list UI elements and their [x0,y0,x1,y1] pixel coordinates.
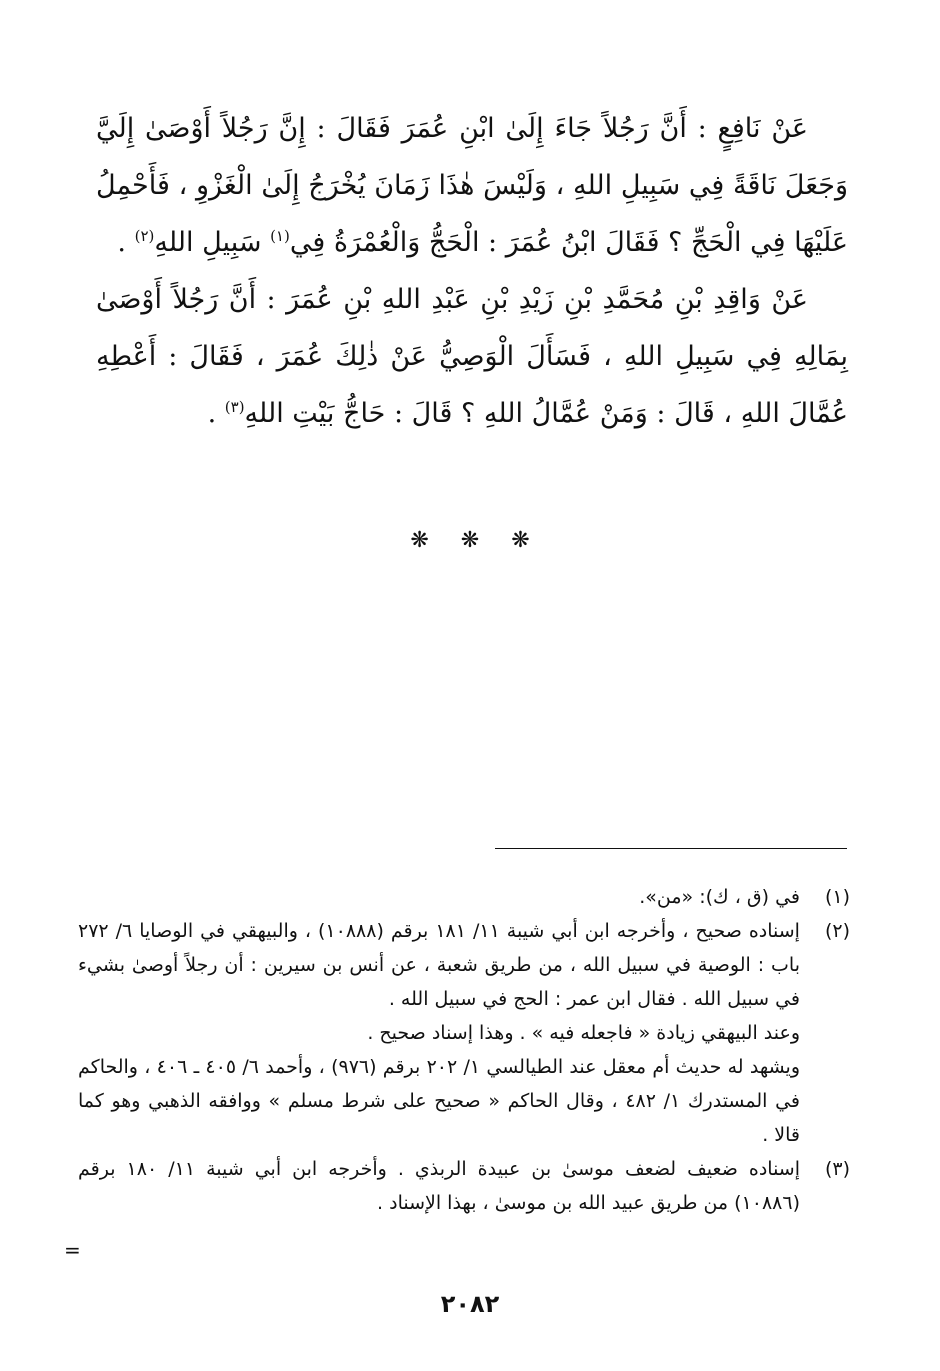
footnote-line: في (ق ، ك): «من». [639,886,800,908]
footnote-line: ويشهد له حديث أم معقل عند الطيالسي ١/ ٢٠٢ برقم (٩٧٦) ، وأحمد ٦/ ٤٠٥ ـ ٤٠٦ ، والحاكم في المستدرك ١/ ٤٨٢ ، وقال الحاكم « صحيح على شرط مسلم » ووافقه الذهبي وهو كما قالا . [78,1056,800,1146]
footnote-1 [78,880,850,914]
separator-star-icon: ❋ [460,528,480,553]
footnote-ref-2[interactable]: (٢) [134,227,155,245]
footnote-line: إسناده صحيح ، وأخرجه ابن أبي شيبة ١١/ ١٨١ برقم (١٠٨٨٨) ، والبيهقي في الوصايا ٦/ ٢٧٢ باب : الوصية في سبيل الله ، من طريق شعبة ، عن أنس بن سيرين : أن رجلاً أوصىٰ بشيء في سبيل الله . فقال ابن عمر : الحج في سبيل الله . [78,920,800,1010]
page-number: ٢٠٨٢ [440,1290,500,1318]
hadith-text-1-part-a: عَنْ نَافِعٍ : أَنَّ رَجُلاً جَاءَ إِلَىٰ ابْنِ عُمَرَ فَقَالَ : إِنَّ رَجُلاً أَوْصَىٰ إِلَيَّ وَجَعَلَ نَاقَةً فِي سَبِيلِ اللهِ ، وَلَيْسَ هٰذَا زَمَانَ يُخْرَجُ إِلَىٰ الْغَزْوِ ، فَأَحْمِلُ عَلَيْهَا فِي الْحَجِّ ؟ فَقَالَ ابْنُ عُمَرَ : الْحَجُّ وَالْعُمْرَةُ فِي [96,113,848,258]
hadith-text-1 [96,100,848,271]
hadith-text-2 [96,271,848,442]
section-separator [0,528,940,553]
separator-star-icon: ❋ [410,528,429,553]
footnote-2 [78,914,850,1152]
hadith-text-2-part-a: عَنْ وَاقِدِ بْنِ مُحَمَّدِ بْنِ زَيْدِ بْنِ عَبْدِ اللهِ بْنِ عُمَرَ : أَنَّ رَجُلاً أَوْصَىٰ بِمَالِهِ فِي سَبِيلِ اللهِ ، فَسَأَلَ الْوَصِيُّ عَنْ ذٰلِكَ عُمَرَ ، فَقَالَ : أَعْطِهِ عُمَّالَ اللهِ ، قَالَ : وَمَنْ عُمَّالُ اللهِ ؟ قَالَ : حَاجُّ بَيْتِ اللهِ [96,284,848,429]
footnote-3 [78,1152,850,1220]
footnote-ref-1[interactable]: (١) [270,227,290,245]
footnote-number: (١) [824,886,850,908]
separator-star-icon: ❋ [511,528,530,553]
footnote-number: (٢) [824,920,850,942]
hadith-text-1-part-b: سَبِيلِ اللهِ [154,227,271,258]
footnotes [78,880,850,1220]
footnote-body [78,914,800,1152]
footnote-divider [495,848,847,849]
continuation-mark: = [64,1238,81,1262]
footnote-body [78,1152,800,1220]
footnote-number: (٣) [824,1158,850,1180]
footnote-line: إسناده ضعيف لضعف موسىٰ بن عبيدة الربذي . وأخرجه ابن أبي شيبة ١١/ ١٨٠ برقم (١٠٨٨٦) من طريق عبيد الله بن موسىٰ ، بهذا الإسناد . [78,1158,800,1214]
hadith-text-1-part-c: . [117,227,135,258]
main-text [96,100,848,442]
footnote-body [78,880,800,914]
hadith-text-2-part-c: . [207,398,225,429]
footnote-ref-3[interactable]: (٣) [224,398,245,416]
footnote-line: وعند البيهقي زيادة « فاجعله فيه » . وهذا إسناد صحيح . [367,1022,800,1044]
